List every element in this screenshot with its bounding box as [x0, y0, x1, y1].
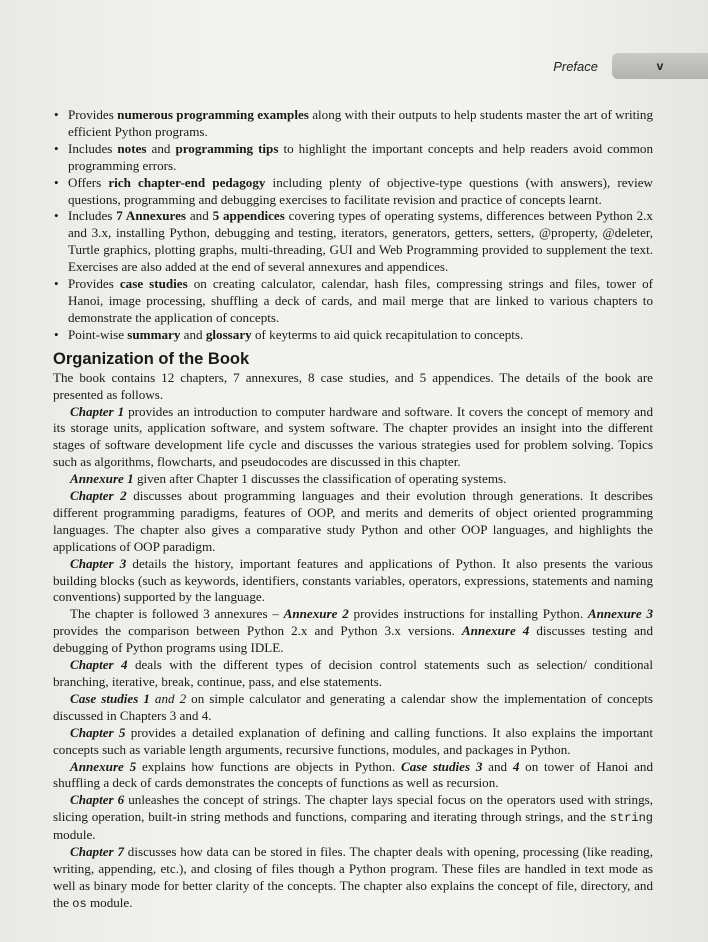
chapter-description-paragraph [53, 691, 653, 725]
feature-highlight: notes [117, 140, 147, 156]
chapter-reference: Chapter 6 [70, 792, 125, 808]
feature-text: and [146, 140, 176, 156]
chapter-description-paragraph [53, 404, 653, 472]
code-term: string [609, 811, 653, 826]
bullet-icon: • [54, 326, 59, 342]
paragraph-text: on tower of Hanoi and shuffling a deck of cards demonstrates the concepts of functions as well as recursion. [53, 758, 654, 791]
chapter-reference: Chapter 4 [70, 657, 128, 673]
paragraph-text: module. [86, 894, 133, 910]
chapter-reference: and 2 [149, 690, 187, 706]
feature-item [53, 175, 653, 209]
chapter-reference: Annexure 3 [587, 606, 654, 622]
chapter-description-paragraph [53, 606, 653, 657]
code-term: os [72, 896, 87, 911]
feature-text: Point-wise [68, 326, 128, 342]
feature-highlight: rich chapter-end pedagogy [108, 174, 266, 190]
chapter-reference: Annexure 4 [461, 623, 530, 639]
bullet-icon: • [54, 140, 59, 156]
feature-highlight: summary [127, 326, 181, 342]
feature-text: and [186, 208, 213, 224]
chapter-reference: Annexure 5 [70, 758, 137, 774]
chapter-description-paragraph [53, 657, 653, 691]
section-intro: The book contains 12 chapters, 7 annexures, 8 case studies, and 5 appendices. The details of the book are presented as follows. [53, 369, 653, 402]
feature-item [53, 208, 653, 276]
chapter-reference: Chapter 3 [70, 555, 127, 571]
chapter-reference: Chapter 2 [70, 488, 127, 504]
chapter-description-paragraph [53, 556, 653, 607]
chapter-descriptions [53, 404, 653, 913]
feature-text: including plenty of objective-type questions (with answers), review questions, programming and debugging exercises to facilitate revision and practice of concepts learnt. [68, 174, 654, 207]
chapter-reference: Case studies 1 [70, 690, 150, 706]
feature-item [53, 107, 653, 141]
feature-highlight: 5 appendices [212, 208, 285, 224]
feature-highlight: glossary [205, 326, 252, 342]
chapter-description-paragraph [53, 759, 653, 793]
feature-text: to highlight the important concepts and help readers avoid common programming errors. [68, 140, 653, 173]
feature-text: covering types of operating systems, differences between Python 2.x and 3.x, installing Python, debugging and testing, iterators, generators, getters, setters, @property, @deleter, Turtle graphics, plotting graphs, multi-threading, GUI and Web Programming provided to supplement the text. Exercises are also added at the end of several annexures and appendices. [68, 208, 653, 275]
feature-text: Provides [68, 107, 118, 122]
feature-text: and [180, 326, 206, 342]
paragraph-text: unleashes the concept of strings. The chapter lays special focus on the operators used with strings, slicing operation, built-in string methods and functions, comparing and iterating through strings, and the [53, 792, 654, 825]
page-number-tab [612, 53, 708, 79]
features-list [53, 107, 653, 344]
feature-text: of keyterms to aid quick recapitulation to concepts. [251, 326, 524, 342]
paragraph-text: module. [53, 827, 96, 843]
chapter-description-paragraph [53, 488, 653, 556]
feature-text: Offers [68, 174, 109, 190]
feature-highlight: numerous programming examples [117, 107, 309, 122]
bullet-icon: • [54, 208, 59, 224]
section-title: Organization of the Book [53, 349, 250, 368]
feature-highlight: 7 Annexures [116, 208, 187, 224]
chapter-reference: Chapter 5 [70, 724, 126, 740]
paragraph-text: deals with the different types of decision control statements such as selection/ conditional branching, iterative, break, continue, pass, and else statements. [53, 657, 653, 689]
feature-text: Includes [68, 140, 118, 156]
paragraph-text: The chapter is followed 3 annexures – [70, 606, 284, 622]
chapter-reference: Chapter 1 [70, 403, 125, 419]
feature-item [53, 327, 653, 344]
feature-text: Includes [68, 208, 117, 224]
chapter-reference: Case studies 3 [400, 758, 483, 774]
bullet-icon: • [54, 174, 59, 190]
page-content [53, 107, 653, 913]
paragraph-text: provides an introduction to computer hardware and software. It covers the concept of memory and its storage units, application software, and system software. The chapter provides an insight into the different stages of software development life cycle and discusses the various strategies used for problem solving. Topics such as algorithms, flowcharts, and pseudocodes are discussed in this chapter. [53, 403, 653, 470]
paragraph-text: on simple calculator and generating a calendar show the implementation of concepts discussed in Chapters 3 and 4. [53, 690, 653, 723]
feature-highlight: case studies [119, 276, 188, 292]
chapter-description-paragraph [53, 844, 653, 913]
paragraph-text: discusses testing and debugging of Python programs using IDLE. [53, 623, 653, 656]
chapter-reference: Chapter 7 [70, 844, 124, 860]
feature-text: along with their outputs to help students master the art of writing efficient Python programs. [68, 107, 653, 139]
paragraph-text: provides a detailed explanation of defining and calling functions. It also explains the important concepts such as variable length arguments, recursive functions, modules, and packages in Python. [53, 724, 653, 757]
page-header [553, 52, 708, 80]
paragraph-text: given after Chapter 1 discusses the classification of operating systems. [133, 471, 507, 487]
paragraph-text: provides instructions for installing Python. [348, 606, 588, 622]
feature-text: Provides [68, 276, 120, 292]
paragraph-text: provides the comparison between Python 2.x and Python 3.x versions. [53, 623, 462, 639]
chapter-reference: Annexure 1 [70, 471, 134, 487]
paragraph-text: discusses how data can be stored in files. The chapter deals with opening, processing (like reading, writing, appending, etc.), and closing of files though a Python program. These files are handled in text mode as well as binary mode for better clarity of the concepts. The chapter also explains the concept of file, directory, and the [53, 844, 653, 910]
paragraph-text: and [482, 758, 513, 774]
paragraph-text: details the history, important features and applications of Python. It also presents the various building blocks (such as keywords, identifiers, constants variables, operators, expressions, statements and naming conventions) supported by the language. [53, 555, 653, 605]
feature-item [53, 276, 653, 327]
bullet-icon: • [54, 276, 59, 292]
chapter-reference: 4 [512, 758, 520, 774]
feature-item [53, 141, 653, 175]
paragraph-text: discusses about programming languages and their evolution through generations. It describes different programming paradigms, features of OOP, and merits and demerits of object oriented programming languages. The chapter also gives a comparative study Python and other OOP languages, and highlights the applications of OOP paradigm. [53, 488, 653, 554]
running-header-title: Preface [553, 58, 598, 74]
feature-text: on creating calculator, calendar, hash files, compressing strings and files, tower of Hanoi, image processing, shuffling a deck of cards, and mail merge that are linked to various chapters to demonstrate the application of concepts. [68, 276, 654, 325]
chapter-description-paragraph [53, 792, 653, 844]
paragraph-text: explains how functions are objects in Python. [136, 758, 401, 774]
chapter-description-paragraph [53, 725, 653, 759]
feature-highlight: programming tips [175, 140, 279, 156]
bullet-icon: • [54, 107, 59, 122]
chapter-description-paragraph [53, 471, 653, 488]
page-number: v [656, 59, 664, 73]
chapter-reference: Annexure 2 [283, 606, 349, 622]
